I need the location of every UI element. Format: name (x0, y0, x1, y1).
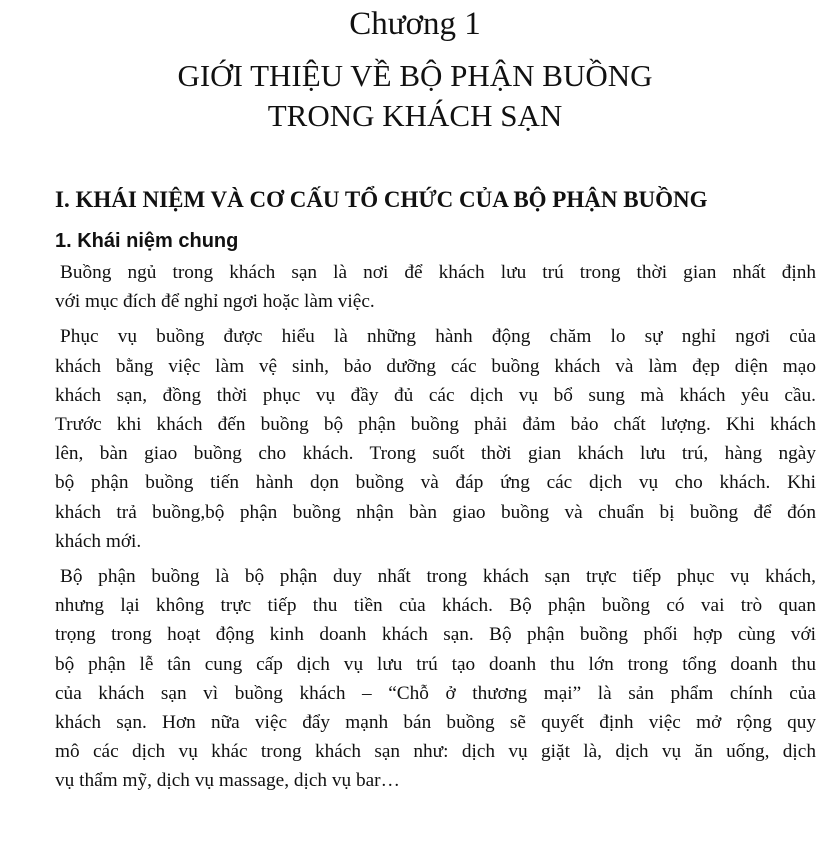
text-line: của khách sạn vì buồng khách – “Chỗ ở thương mại” là sản phẩm chính của (55, 682, 816, 704)
text-line: Phục vụ buồng được hiểu là những hành động chăm lo sự nghỉ ngơi của (60, 326, 816, 348)
body-text (55, 258, 816, 796)
paragraph (55, 258, 816, 316)
text-line: bộ phận buồng tiến hành dọn buồng và đáp ứng các dịch vụ cho khách. Khi (55, 472, 816, 494)
text-line: khách sạn, đồng thời phục vụ đầy đủ các dịch vụ bổ sung mà khách yêu cầu. (55, 384, 816, 406)
text-line: bộ phận lễ tân cung cấp dịch vụ lưu trú tạo doanh thu lớn trong tổng doanh thu (55, 653, 816, 675)
text-line: khách sạn. Hơn nữa việc đẩy mạnh bán buồng sẽ quyết định việc mở rộng quy (55, 712, 816, 734)
section-heading: I. KHÁI NIỆM VÀ CƠ CẤU TỔ CHỨC CỦA BỘ PHẬN BUỒNG (55, 187, 708, 212)
text-line: khách bằng việc làm vệ sinh, bảo dưỡng các buồng khách và làm đẹp diện mạo (55, 355, 816, 377)
paragraph (55, 322, 816, 556)
text-line: nhưng lại không trực tiếp thu tiền của khách. Bộ phận buồng có vai trò quan (55, 595, 816, 617)
text-line: với mục đích để nghỉ ngơi hoặc làm việc. (55, 291, 375, 313)
chapter-label: Chương 1 (349, 6, 481, 42)
chapter-title-line: GIỚI THIỆU VỀ BỘ PHẬN BUỒNG (177, 58, 653, 93)
chapter-title (0, 56, 830, 136)
text-line: Bộ phận buồng là bộ phận duy nhất trong khách sạn trực tiếp phục vụ khách, (60, 566, 816, 588)
subsection-heading: 1. Khái niệm chung (55, 230, 239, 252)
text-line: Buồng ngủ trong khách sạn là nơi để khách lưu trú trong thời gian nhất định (60, 262, 816, 283)
text-line: trọng trong hoạt động kinh doanh khách sạn. Bộ phận buồng phối hợp cùng với (55, 624, 816, 646)
text-line: Trước khi khách đến buồng bộ phận buồng phải đảm bảo chất lượng. Khi khách (55, 414, 816, 436)
chapter-title-line: TRONG KHÁCH SẠN (267, 98, 563, 133)
text-line: lên, bàn giao buồng cho khách. Trong suốt thời gian khách lưu trú, hàng ngày (55, 443, 816, 465)
text-line: khách mới. (55, 530, 142, 552)
text-line: khách trả buồng,bộ phận buồng nhận bàn giao buồng và chuẩn bị buồng để đón (55, 501, 816, 523)
text-line: mô các dịch vụ khác trong khách sạn như: dịch vụ giặt là, dịch vụ ăn uống, dịch (55, 741, 816, 763)
paragraph (55, 562, 816, 796)
text-line: vụ thẩm mỹ, dịch vụ massage, dịch vụ bar… (55, 770, 400, 792)
